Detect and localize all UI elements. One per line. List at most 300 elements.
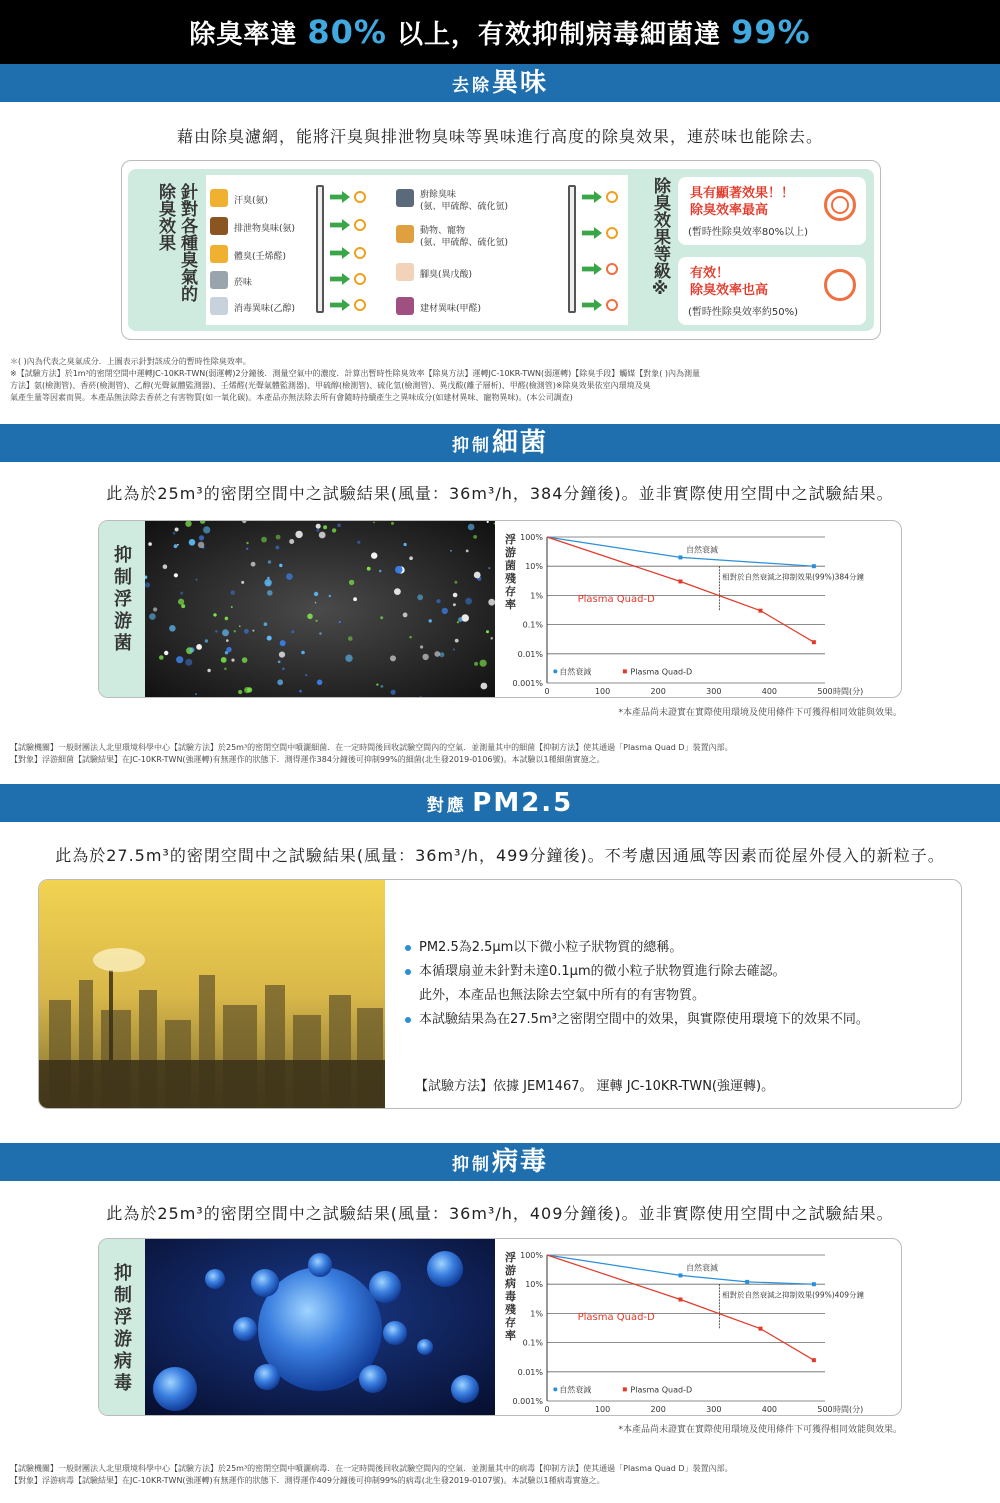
bacteria-dot <box>316 529 319 532</box>
ring-icon <box>606 263 618 275</box>
bacteria-dot <box>391 522 394 525</box>
bacteria-dot <box>244 629 249 634</box>
bacteria-dot <box>177 544 179 546</box>
bacteria-dot <box>148 542 152 546</box>
virus-image <box>145 1239 495 1416</box>
y-axis-label-char: 率 <box>505 1329 516 1342</box>
ring-icon <box>354 247 366 259</box>
data-point <box>812 1282 816 1286</box>
virus-tag <box>99 1239 145 1416</box>
bacteria-dot <box>246 542 248 544</box>
ring-icon <box>354 219 366 231</box>
odor-note-line: 氣產生量等因素而異。本產品無法除去香菸之有害物質(如一氧化碳)。本產品亦無法除去所有會隨時持續產生之異味成分(如建材異味、寵物異味)。(本公司調查) <box>10 393 573 402</box>
data-point <box>678 1273 682 1277</box>
smell-disinfectant: 消毒異味(乙醇) <box>234 304 296 314</box>
bacteria-dot <box>453 593 458 598</box>
bacteria-dot <box>317 680 323 686</box>
virus-chart <box>495 1239 902 1416</box>
bacteria-chart-svg <box>495 521 902 698</box>
bacteria-dot <box>267 577 270 580</box>
smell-excrement: 排泄物臭味(氨) <box>234 224 296 234</box>
x-tick-label: 400 <box>761 1405 778 1414</box>
x-tick-label: 100 <box>594 1405 611 1414</box>
bacteria-dot <box>420 645 423 648</box>
bacteria-dot <box>381 685 384 688</box>
pm25-list-item: 此外，本產品也無法除去空氣中所有的有害物質。 <box>419 988 706 1003</box>
data-point <box>678 579 682 583</box>
bacteria-dot <box>319 632 321 634</box>
bacteria-dot <box>199 535 204 540</box>
bacteria-dot <box>453 603 456 606</box>
data-point <box>812 640 816 644</box>
bacteria-dot <box>286 573 293 580</box>
y-axis-label-char: 病 <box>505 1277 516 1290</box>
bacteria-dot <box>163 564 168 569</box>
odor-note-line: ＊( )內為代表之臭氣成分．上圖表示針對該成分的暫時性除臭效率。 <box>10 357 251 366</box>
deodor-diagram <box>121 160 881 340</box>
sweat-icon <box>210 189 228 207</box>
bacteria-dot <box>422 654 428 660</box>
bacteria-dot <box>198 542 204 548</box>
banner-value-1: 80% <box>307 13 387 51</box>
bacteria-dot <box>337 524 341 528</box>
section-bar-odor <box>0 64 1000 102</box>
bacteria-dot <box>153 607 157 611</box>
bacteria-dot <box>474 572 481 579</box>
bacteria-dot <box>215 630 217 632</box>
bacteria-dot <box>234 630 236 632</box>
bacteria-dot <box>159 655 164 660</box>
ring-icon <box>354 299 366 311</box>
arrow-icon <box>582 263 602 275</box>
bacteria-dot <box>455 639 459 643</box>
bacteria-note-line: 【試驗機關】一般財團法人北里環境科學中心【試驗方法】於25m³的密閉空間中噴灑細菌．在一定時間後回收試驗空間內的空氣．並測量其中的細菌【抑制方法】使其通過「Plasma Quad D」裝置內部。 <box>10 743 733 752</box>
section-bar-bacteria <box>0 424 1000 462</box>
annotation-effect: 相對於自然衰減之抑制效果(99%)384分鐘 <box>722 572 864 582</box>
series-line <box>547 1255 814 1360</box>
bacteria-dot <box>409 636 411 638</box>
bacteria-dot <box>454 581 457 584</box>
ring-icon <box>354 273 366 285</box>
y-tick-label: 0.1% <box>522 1338 543 1348</box>
bacteria-dot <box>277 679 283 685</box>
x-tick-label: 200 <box>650 1405 666 1414</box>
x-axis-label: 時間(分) <box>833 1405 864 1414</box>
x-tick-label: 500 <box>817 687 833 696</box>
series-line <box>547 537 814 566</box>
dog-icon <box>396 225 414 243</box>
x-axis-label: 時間(分) <box>833 687 864 696</box>
y-axis-label-char: 存 <box>505 1316 516 1329</box>
virus-note-line: 【對象】浮游病毒【試驗結果】在JC-10KR-TWN(強運轉)有無運作的狀態下．測得運作409分鐘後可抑制99%的病毒(北生發2019-0107號)。本試驗以1種病毒實施之。 <box>10 1476 605 1485</box>
poop-icon <box>210 217 228 235</box>
filter-1-icon <box>316 185 324 313</box>
arrow-icon <box>330 299 350 311</box>
bacteria-dot <box>242 657 248 663</box>
y-axis-label-char: 游 <box>505 546 516 559</box>
y-tick-label: 100% <box>520 1251 543 1260</box>
bacteria-dot <box>221 657 227 663</box>
bacteria-dot <box>465 598 472 605</box>
arrow-icon <box>330 273 350 285</box>
bacteria-dot <box>481 683 488 690</box>
y-tick-label: 0.1% <box>522 620 543 630</box>
bacteria-tag <box>99 521 145 698</box>
y-tick-label: 1% <box>530 1309 543 1319</box>
bacteria-dot <box>395 566 403 574</box>
x-tick-label: 300 <box>706 687 722 696</box>
y-tick-label: 10% <box>525 1280 543 1290</box>
smell-pet: 動物、寵物 <box>420 226 466 236</box>
bacteria-dot <box>279 652 285 658</box>
bacteria-dot <box>376 684 378 686</box>
level-mid-note: (暫時性除臭效率約50%) <box>688 307 799 318</box>
bacteria-tag-label: 抑制浮游菌 <box>111 545 132 655</box>
bacteria-dot <box>226 639 229 642</box>
odor-note-line: ※【試驗方法】於1m³的密閉空間中運轉JC-10KR-TWN(弱運轉)2分鐘後．測量空氣中的濃度．計算出暫時性除臭效率【除臭方法】運轉JC-10KR-TWN(弱運轉)【除臭手段】觸媒【對象( )內為測量 <box>10 369 700 378</box>
bacteria-dot <box>323 525 327 529</box>
deodor-level-label: 除臭效果等級※ <box>650 177 670 299</box>
bacteria-dot <box>224 668 227 671</box>
bacteria-dot <box>316 524 321 529</box>
data-point <box>678 555 682 559</box>
bacteria-dot <box>457 621 459 623</box>
odor-note-line: 方法】氨(檢測管)、香菸(檢測管)、乙醇(光聲氣體監測器)、壬烯醛(光聲氣體監測器)、甲硫醇(檢測管)、硫化氫(檢測管)、異戊酸(離子層析)、甲醛(檢測管)※除臭效果依室內環境及臭 <box>10 381 651 390</box>
smell-foot: 腳臭(異戊酸) <box>420 270 473 280</box>
bacteria-dot <box>282 668 285 671</box>
smell-body: 體臭(壬烯醛) <box>234 252 287 262</box>
legend-label: 自然衰減 <box>559 667 592 677</box>
bacteria-dot <box>231 659 234 662</box>
banner-value-2: 99% <box>731 13 811 51</box>
bacteria-dot <box>299 690 302 693</box>
bacteria-dot <box>305 674 307 676</box>
bacteria-dot <box>480 660 487 667</box>
bacteria-dot <box>488 599 495 606</box>
bacteria-dot <box>373 522 375 524</box>
bacteria-intro: 此為於25m³的密閉空間中之試驗結果(風量：36m³/h，384分鐘後)。並非實際使用空間中之試驗結果。 <box>106 484 894 503</box>
bacteria-dot <box>291 630 294 633</box>
bacteria-dot <box>246 548 248 550</box>
bottle-icon <box>210 297 228 315</box>
bacteria-dot <box>239 625 241 627</box>
bacteria-dot <box>314 592 318 596</box>
section-odor-small: 去除 <box>451 76 492 96</box>
data-point <box>759 609 763 613</box>
bacteria-chart-footnote: *本產品尚未證實在實際使用環境及使用條件下可獲得相同效能與效果。 <box>618 708 902 718</box>
legend-label: Plasma Quad-D <box>630 1385 693 1395</box>
y-axis-label-char: 殘 <box>505 1303 516 1316</box>
bacteria-chart <box>495 521 902 698</box>
section-bac-big: 細菌 <box>491 428 548 458</box>
ring-icon <box>606 227 618 239</box>
level-card-mid <box>678 257 866 325</box>
bacteria-dot <box>174 573 178 577</box>
bacteria-dot <box>244 687 250 693</box>
bacteria-dot <box>205 639 208 642</box>
level-high-line-2: 除臭效率最高 <box>690 203 769 218</box>
bacteria-dot <box>332 528 336 532</box>
arrow-icon <box>330 247 350 259</box>
bacteria-dot <box>473 535 477 539</box>
bacteria-dot <box>226 647 231 652</box>
double-ring-icon <box>824 189 856 221</box>
legend-swatch <box>623 669 627 673</box>
arrow-icon <box>582 191 602 203</box>
virus-intro: 此為於25m³的密閉空間中之試驗結果(風量：36m³/h，409分鐘後)。並非實際使用空間中之試驗結果。 <box>106 1204 894 1223</box>
section-pm-small: 對應 <box>426 796 467 816</box>
bacteria-dot <box>279 564 282 567</box>
bacteria-dot <box>264 579 271 586</box>
bacteria-dot <box>339 621 341 623</box>
x-tick-label: 100 <box>594 687 611 696</box>
annotation-plasma: Plasma Quad-D <box>577 593 655 605</box>
bacteria-dot <box>490 637 493 640</box>
bacteria-dot <box>207 669 210 672</box>
virus-tag-label: 抑制浮游病毒 <box>111 1263 132 1395</box>
section-vir-small: 抑制 <box>451 1155 492 1175</box>
bacteria-dot <box>230 590 235 595</box>
bacteria-dot <box>149 613 156 620</box>
bacteria-dot <box>213 613 216 616</box>
bacteria-space-image <box>145 521 495 698</box>
annotation-natural: 自然衰減 <box>686 545 718 555</box>
bacteria-dot <box>195 579 197 581</box>
bacteria-notes <box>10 742 990 766</box>
level-mid-line-2: 除臭效率也高 <box>690 283 769 298</box>
section-odor-big: 異味 <box>491 68 548 98</box>
bacteria-dot <box>409 556 413 560</box>
bacteria-dot <box>348 636 353 641</box>
bacteria-dot <box>189 647 194 652</box>
smell-sweat: 汗臭(氨) <box>234 196 269 206</box>
bacteria-dot <box>486 630 489 633</box>
bacteria-dot <box>280 640 286 646</box>
y-tick-label: 0.001% <box>512 1397 543 1406</box>
bacteria-dot <box>173 532 176 535</box>
y-tick-label: 1% <box>530 591 543 601</box>
bacteria-dot <box>189 539 196 546</box>
bacteria-dot <box>174 544 178 548</box>
data-point <box>759 1327 763 1331</box>
y-axis-label-char: 菌 <box>505 559 516 572</box>
foot-icon <box>396 263 414 281</box>
bacteria-dot <box>434 651 440 657</box>
bacteria-dot <box>289 539 294 544</box>
bacteria-dot <box>417 594 423 600</box>
series-line <box>547 537 814 642</box>
virus-note-line: 【試驗機關】一般財團法人北里環境科學中心【試驗方法】於25m³的密閉空間中噴灑病毒．在一定時間後回收試驗空間內的空氣．並測量其中的病毒【抑制方法】使其通過「Plasma Quad D」裝置內部。 <box>10 1464 733 1473</box>
virus-chart-footnote: *本產品尚未證實在實際使用環境及使用條件下可獲得相同效能與效果。 <box>618 1425 902 1435</box>
bacteria-dot <box>222 629 229 636</box>
section-bar-virus <box>0 1143 1000 1181</box>
ring-icon <box>606 191 618 203</box>
data-point <box>812 1358 816 1362</box>
bacteria-dot <box>461 614 469 622</box>
legend-label: Plasma Quad-D <box>630 667 693 677</box>
body-odor-icon <box>210 245 228 263</box>
top-banner <box>0 0 1000 64</box>
y-tick-label: 0.001% <box>512 679 543 688</box>
virus-notes <box>10 1463 990 1487</box>
pm25-list <box>405 936 953 1032</box>
data-point <box>745 1280 749 1284</box>
virus-box <box>98 1238 902 1416</box>
legend-label: 自然衰減 <box>559 1385 592 1395</box>
bacteria-dot <box>439 652 444 657</box>
section-pm-big: PM2.5 <box>472 788 574 818</box>
bacteria-dot <box>261 537 267 543</box>
bacteria-dot <box>329 595 331 597</box>
arrow-icon <box>582 227 602 239</box>
bacteria-dot <box>315 602 317 604</box>
ashtray-icon <box>210 271 228 289</box>
smell-smoke: 菸味 <box>234 278 253 288</box>
ring-icon <box>606 299 618 311</box>
bacteria-dot <box>180 592 183 595</box>
bacteria-dot <box>276 535 281 540</box>
deodor-left-label: 針對各種臭氣的除臭效果 <box>155 183 197 302</box>
level-card-high <box>678 177 866 245</box>
y-axis-label-char: 率 <box>505 598 516 611</box>
house-icon <box>396 297 414 315</box>
bacteria-dot <box>371 552 377 558</box>
x-tick-label: 300 <box>706 1405 722 1414</box>
y-axis-label-char: 毒 <box>505 1290 516 1303</box>
y-axis-label-char: 浮 <box>505 533 516 546</box>
bacteria-dot <box>195 693 197 695</box>
legend-swatch <box>623 1387 627 1391</box>
bacteria-dot <box>231 606 233 608</box>
bacteria-dot <box>241 581 244 584</box>
x-tick-label: 500 <box>817 1405 833 1414</box>
arrow-icon <box>330 219 350 231</box>
y-tick-label: 100% <box>520 533 543 542</box>
bacteria-dot <box>175 528 179 532</box>
y-tick-label: 0.01% <box>517 649 543 659</box>
single-ring-icon <box>824 269 856 301</box>
virus-chart-svg <box>495 1239 902 1416</box>
garbage-icon <box>396 189 414 207</box>
odor-notes <box>10 356 990 404</box>
annotation-natural: 自然衰減 <box>686 1263 718 1273</box>
bacteria-dot <box>429 619 432 622</box>
smell-pet-sub: (氨、甲硫醇、硫化氫) <box>420 238 509 248</box>
smoggy-city-image <box>39 880 385 1109</box>
bacteria-dot <box>169 625 176 632</box>
banner-pre: 除臭率達 <box>189 20 308 50</box>
bacteria-dot <box>474 662 478 666</box>
bacteria-dot <box>353 597 357 601</box>
bacteria-dot <box>379 570 382 573</box>
x-tick-label: 200 <box>650 687 666 696</box>
bacteria-dot <box>203 526 210 533</box>
x-tick-label: 0 <box>544 687 550 696</box>
bacteria-dot <box>225 617 229 621</box>
bacteria-dot <box>176 656 183 663</box>
y-axis-label-char: 游 <box>505 1264 516 1277</box>
bacteria-dot <box>238 690 242 694</box>
legend-swatch <box>553 669 557 673</box>
filter-2-icon <box>568 185 576 313</box>
bacteria-dot <box>394 588 401 595</box>
pm25-box <box>38 879 962 1109</box>
bacteria-dot <box>442 608 448 614</box>
banner-mid: 以上，有效抑制病毒細菌達 <box>386 20 732 50</box>
y-tick-label: 0.01% <box>517 1367 543 1377</box>
bacteria-dot <box>267 636 272 641</box>
bacteria-dot <box>349 580 354 585</box>
smell-kitchen: 廚餘臭味 <box>420 190 457 200</box>
x-tick-label: 0 <box>544 1405 550 1414</box>
data-point <box>812 564 816 568</box>
deodor-panel <box>206 175 628 325</box>
bacteria-dot <box>488 567 490 569</box>
pm25-list-item: 本試驗結果為在27.5m³之密閉空間中的效果，與實際使用環境下的效果不同。 <box>405 1008 953 1032</box>
bacteria-dot <box>178 599 184 605</box>
bacteria-dot <box>380 616 383 619</box>
bacteria-dot <box>391 690 396 695</box>
smell-kitchen-sub: (氨、甲硫醇、硫化氫) <box>420 202 509 212</box>
section-bar-pm25 <box>0 784 1000 822</box>
bacteria-dot <box>466 550 469 553</box>
y-axis-label-char: 殘 <box>505 572 516 585</box>
bacteria-dot <box>196 644 202 650</box>
bacteria-dot <box>295 531 302 538</box>
bacteria-dot <box>252 630 254 632</box>
section-bac-small: 抑制 <box>451 436 492 456</box>
level-high-note: (暫時性除臭效率80%以上) <box>688 227 809 238</box>
bacteria-dot <box>458 617 463 622</box>
odor-intro: 藉由除臭濾網，能將汗臭與排泄物臭味等異味進行高度的除臭效果，連菸味也能除去。 <box>176 127 823 146</box>
bacteria-dot <box>390 655 396 661</box>
y-axis-label-char: 存 <box>505 585 516 598</box>
section-vir-big: 病毒 <box>491 1147 548 1177</box>
annotation-plasma: Plasma Quad-D <box>577 1311 655 1323</box>
bacteria-dot <box>251 562 256 567</box>
bacteria-dot <box>403 613 408 618</box>
bacteria-dot <box>278 661 281 664</box>
level-high-line-1: 具有顯著效果！！ <box>690 186 795 201</box>
ring-icon <box>354 191 366 203</box>
bacteria-dot <box>367 567 371 571</box>
series-line <box>547 1255 814 1284</box>
bacteria-dot <box>301 651 305 655</box>
bacteria-dot <box>145 582 150 587</box>
pm25-test-method: 【試驗方法】依據 JEM1467。 運轉 JC-10KR-TWN(強運轉)。 <box>415 1079 775 1094</box>
bacteria-dot <box>276 546 280 550</box>
level-mid-line-1: 有效！ <box>690 266 730 281</box>
bacteria-dot <box>267 590 273 596</box>
bacteria-dot <box>264 622 268 626</box>
x-tick-label: 400 <box>761 687 778 696</box>
arrow-icon <box>582 299 602 311</box>
pm25-list-item: PM2.5為2.5μm以下微小粒子狀物質的總稱。 <box>405 936 953 960</box>
smell-building: 建材異味(甲醛) <box>420 304 482 314</box>
pm25-intro: 此為於27.5m³的密閉空間中之試驗結果(風量：36m³/h，499分鐘後)。不考慮因通風等因素而從屋外侵入的新粒子。 <box>55 846 945 865</box>
legend-swatch <box>553 1387 557 1391</box>
annotation-effect: 相對於自然衰減之抑制效果(99%)409分鐘 <box>722 1290 864 1300</box>
bacteria-dot <box>357 541 360 544</box>
arrow-icon <box>330 191 350 203</box>
pm25-list-item: 本循環扇並未針對未達0.1μm的微小粒子狀物質進行除去確認。 <box>405 960 953 984</box>
bacteria-box <box>98 520 902 698</box>
y-tick-label: 10% <box>525 562 543 572</box>
bacteria-dot <box>185 659 192 666</box>
bacteria-note-line: 【對象】浮游細菌【試驗結果】在JC-10KR-TWN(強運轉)有無運作的狀態下．測得運作384分鐘後可抑制99%的細菌(北生發2019-0106號)。本試驗以1種細菌實施之。 <box>10 755 605 764</box>
deodor-inner <box>128 169 874 331</box>
y-axis-label-char: 浮 <box>505 1251 516 1264</box>
